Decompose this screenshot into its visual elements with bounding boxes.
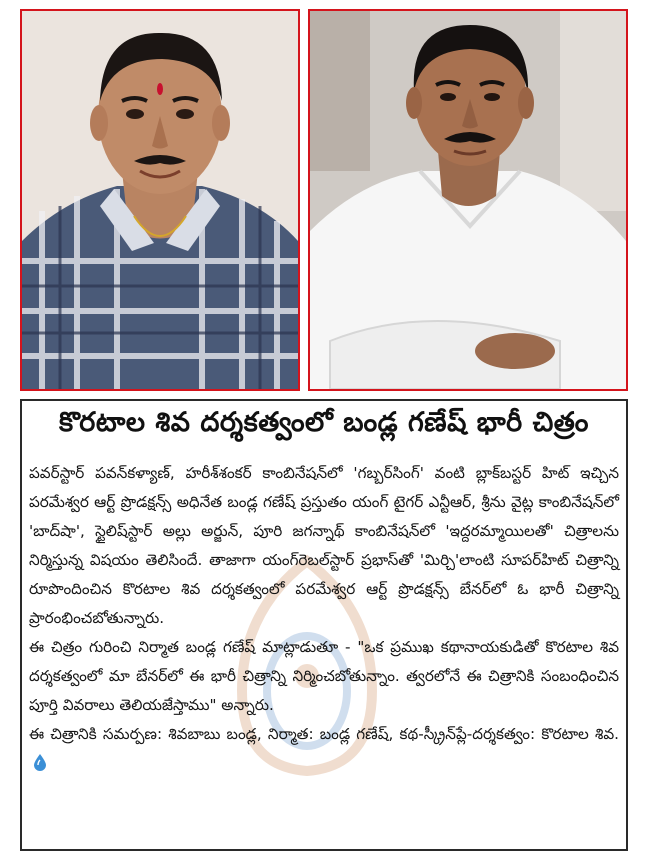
paragraph-2: ఈ చిత్రం గురించి నిర్మాత బండ్ల గణేష్ మాట్లాడుతూ - "ఒక ప్రముఖ కథానాయకుడితో కొరటాల శివ దర్శకత్వంలో మా బేనర్‌లో ఈ భారీ చిత్రాన్ని నిర్మించబోతున్నాం. త్వరలోనే ఈ చిత్రానికి సంబంధించిన పూర్తి వివరాలు తెలియజేస్తాము" అన్నారు. [29, 638, 620, 714]
photo-producer [20, 9, 300, 391]
paragraph-3-text: ఈ చిత్రానికి సమర్పణ: శివబాబు బండ్ల, నిర్మాత: బండ్ల గణేష్, కథ-స్క్రీన్‌ప్లే-దర్శకత్వం: కొరటాల శివ. [29, 725, 619, 743]
article-box [20, 399, 628, 851]
photo-director [308, 9, 628, 391]
water-drop-icon [33, 753, 47, 771]
portrait-man-checked-shirt [22, 11, 298, 389]
article-headline: కొరటాల శివ దర్శకత్వంలో బండ్ల గణేష్ భారీ చిత్రం [59, 407, 589, 438]
article-body [29, 459, 619, 778]
paragraph-1: పవర్‌స్టార్ పవన్‌కళ్యాణ్, హరీశ్‌శంకర్ కాంబినేషన్‌లో 'గబ్బర్‌సింగ్' వంటి బ్లాక్‌బస్టర్ హిట్ ఇచ్చిన పరమేశ్వర ఆర్ట్ ప్రొడక్షన్స్ అధినేత బండ్ల గణేష్ ప్రస్తుతం యంగ్ టైగర్ ఎన్టీఆర్, శ్రీను వైట్ల కాంబినేషన్‌లో 'బాద్‌షా', స్టైలిష్‌స్టార్ అల్లు అర్జున్, పూరి జగన్నాథ్ కాంబినేషన్‌లో 'ఇద్దరమ్మాయిలతో' చిత్రాలను నిర్మిస్తున్న విషయం తెలిసిందే. తాజాగా యంగ్‌రెబల్‌స్టార్ ప్రభాస్‌తో 'మిర్చి'లాంటి సూపర్‌హిట్ చిత్రాన్ని రూపొందించిన కొరటాల శివ దర్శకత్వంలో పరమేశ్వర ఆర్ట్ ప్రొడక్షన్స్ బేనర్‌లో ఓ భారీ చిత్రాన్ని ప్రారంభించబోతున్నారు. [29, 464, 619, 627]
paragraph-3 [29, 720, 619, 778]
portrait-man-white-shirt [310, 11, 626, 389]
